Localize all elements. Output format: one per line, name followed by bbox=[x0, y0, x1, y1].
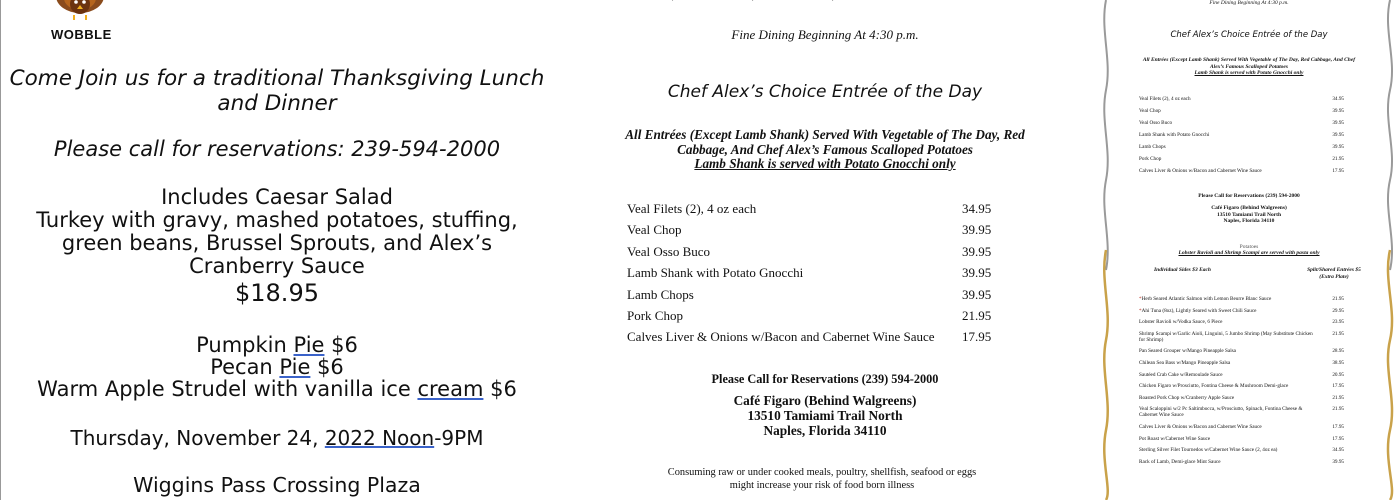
menu-item: Calves Liver & Onions w/Bacon and Cabernet Wine Sauce 17.95 bbox=[627, 329, 992, 345]
flyer-location: Wiggins Pass Crossing Plaza bbox=[133, 473, 421, 497]
thanksgiving-flyer bbox=[0, 0, 553, 500]
menu-item: Lamb Chops 39.95 bbox=[627, 286, 992, 302]
full-menu-chef-title: Chef Alex’s Choice Entrée of the Day bbox=[1170, 30, 1328, 40]
flyer-date: Thursday, November 24, 2022 Noon-9PM bbox=[70, 426, 484, 450]
menu-item: Roasted Pork Chop w/Cranberry Apple Sauce 21.95 bbox=[1139, 394, 1344, 401]
star-marker-icon: * bbox=[1139, 307, 1142, 314]
menu-item: Veal Osso Buco 39.95 bbox=[1139, 120, 1344, 126]
fine-dining-time: Fine Dining Beginning At 4:30 p.m. bbox=[731, 27, 919, 42]
menu-item: Veal Scaloppini w/2 Pc Saltimbocca, w/Prosciutto, Spinach, Fontina Cheese & Cabernet Wine Sauce 21.95 bbox=[1139, 406, 1344, 419]
menu-item: Sterling Silver Filet Tournedos w/Cabernet Wine Sauce (2, 4oz ea) 34.95 bbox=[1139, 447, 1344, 454]
flyer-reservation-call: Please call for reservations: 239-594-2000 bbox=[53, 137, 501, 161]
star-marker-icon: * bbox=[1139, 296, 1142, 302]
full-menu-entree-note: All Entrées (Except Lamb Shank) Served With Vegetable of The Day, Red Cabbage, And Chef Alex’s Famous Scalloped Potatoes Lamb Shank is served with Potato Gnocchi only bbox=[1142, 57, 1356, 76]
menu-item: *Ahi Tuna (8oz), Lightly Seared with Sweet Chili Sauce 29.95 bbox=[1139, 307, 1344, 314]
reservation-phone: Please Call for Reservations (239) 594-2000 bbox=[711, 372, 939, 386]
menu-item: Veal Osso Buco 39.95 bbox=[627, 243, 992, 259]
dessert-strudel: Warm Apple Strudel with vanilla ice cream $6 bbox=[37, 377, 517, 401]
pasta-note: Lobster Ravioli and Shrimp Scampi are served with pasta only bbox=[1178, 250, 1320, 256]
menu-item: Pork Chop 21.95 bbox=[627, 307, 992, 323]
logo-text: WOBBLE bbox=[51, 27, 112, 42]
full-menu-address: Café Figaro (Behind Walgreens) 13510 Tamiami Trail North Naples, Florida 34110 bbox=[1211, 205, 1287, 224]
full-menu-entree-list bbox=[1139, 96, 1344, 180]
chef-title: Chef Alex’s Choice Entrée of the Day bbox=[667, 82, 983, 102]
menu-item: Veal Chop 39.95 bbox=[627, 222, 992, 238]
flyer-headline: Come Join us for a traditional Thanksgiving Lunch and Dinner bbox=[9, 66, 545, 116]
menu-item: Veal Chop 39.95 bbox=[1139, 108, 1344, 114]
entree-note: All Entrées (Except Lamb Shank) Served With Vegetable of The Day, Red Cabbage, And Chef Alex’s Famous Scalloped Potatoes Lamb Shank is served with Potato Gnocchi only bbox=[625, 127, 1025, 171]
menu-item: Lamb Shank with Potato Gnocchi 39.95 bbox=[627, 265, 992, 281]
menu-item: Lobster Ravioli w/Vodka Sauce, 6 Piece 23.95 bbox=[1139, 319, 1344, 326]
menu-item: Shrimp Scampi w/Garlic Aioli, Linguini, 5 Jumbo Shrimp (May Substitute Chicken for Shrimp) 21.95 bbox=[1139, 330, 1344, 343]
full-menu bbox=[1098, 0, 1400, 500]
menu-item: *Herb Seared Atlantic Salmon with Lemon Beurre Blanc Sauce 21.95 bbox=[1139, 296, 1344, 302]
dessert-pecan: Pecan Pie $6 bbox=[210, 355, 344, 379]
dessert-pumpkin: Pumpkin Pie $6 bbox=[196, 333, 358, 357]
menu-item: Veal Filets (2), 4 oz each 34.95 bbox=[627, 201, 992, 216]
menu-item: Pork Chop 21.95 bbox=[1139, 156, 1344, 162]
full-menu-main-list bbox=[1139, 296, 1344, 470]
entree-list bbox=[627, 201, 997, 351]
menu-item: Calves Liver & Onions w/Bacon and Cabernet Wine Sauce 17.95 bbox=[1139, 168, 1344, 174]
meal-description: Turkey with gravy, mashed potatoes, stuffing, green beans, Brussel Sprouts, and Alex’s Cranberry Sauce bbox=[36, 208, 518, 278]
flyer-price: $18.95 bbox=[235, 279, 319, 307]
chef-menu bbox=[552, 0, 1098, 500]
menu-item: Sautéed Crab Cake w/Remoulade Sauce 20.95 bbox=[1139, 371, 1344, 378]
menu-item: Chilean Sea Bass w/Mango Pineapple Salsa 38.95 bbox=[1139, 359, 1344, 366]
flyer-includes bbox=[1, 186, 553, 278]
full-menu-potatoes: Potatoes bbox=[1239, 244, 1259, 250]
consumption-warning: Consuming raw or under cooked meals, poultry, shellfish, seafood or eggs might increase your risk of food born illness bbox=[667, 467, 977, 491]
menu-item: Pan Seared Grouper w/Mango Pineapple Salsa 28.95 bbox=[1139, 348, 1344, 355]
menu-item: Pot Roast w/Cabernet Wine Sauce 17.95 bbox=[1139, 435, 1344, 442]
individual-sides: Individual Sides $3 Each bbox=[1154, 267, 1211, 273]
menu-item: Rack of Lamb, Demi-glace Mint Sauce 39.95 bbox=[1139, 458, 1344, 465]
flyer-desserts bbox=[1, 334, 553, 400]
restaurant-address: Café Figaro (Behind Walgreens) 13510 Tamiami Trail North Naples, Florida 34110 bbox=[733, 393, 917, 438]
cropped-script-heading-icon bbox=[662, 0, 902, 6]
menu-item: Lamb Chops 39.95 bbox=[1139, 144, 1344, 150]
turkey-logo-icon bbox=[53, 0, 107, 24]
full-menu-reservation-phone: Please Call for Reservations (239) 594-2000 bbox=[1198, 193, 1300, 199]
menu-item: Veal Filets (2), 4 oz each 34.95 bbox=[1139, 96, 1344, 102]
includes-caesar: Includes Caesar Salad bbox=[161, 185, 393, 209]
menu-item: Lamb Shank with Potato Gnocchi 39.95 bbox=[1139, 132, 1344, 138]
full-menu-fine-dining: Fine Dining Beginning At 4:30 p.m. bbox=[1209, 0, 1289, 6]
menu-item: Calves Liver & Onions w/Bacon and Cabernet Wine Sauce 17.95 bbox=[1139, 423, 1344, 430]
split-entrees: Split/Shared Entrées $5 (Extra Plate) bbox=[1307, 267, 1361, 280]
menu-item: Chicken Figaro w/Prosciutto, Fontina Cheese & Mushroom Demi-glace 17.95 bbox=[1139, 383, 1344, 390]
